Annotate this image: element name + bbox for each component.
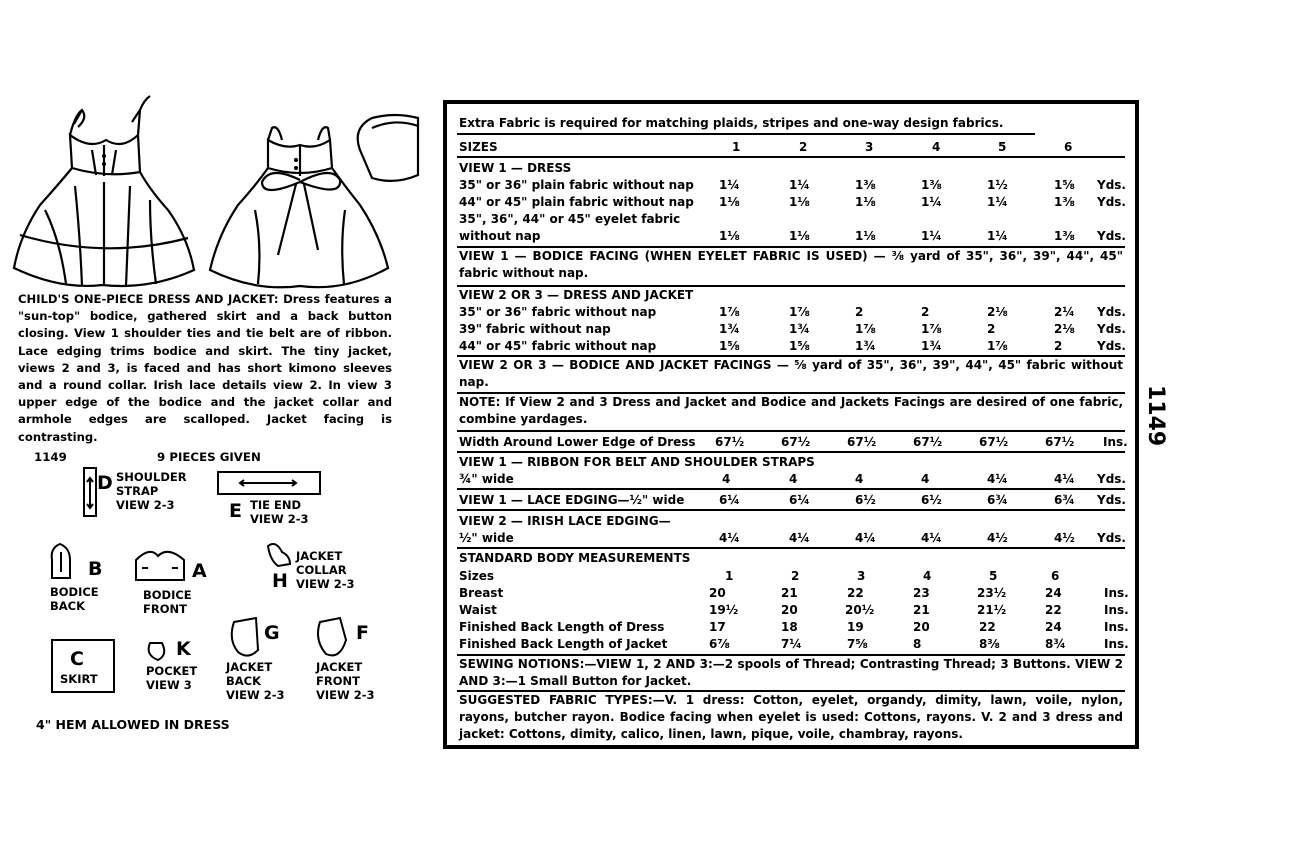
irish-title: VIEW 2 — IRISH LACE EDGING— [459, 514, 671, 528]
piece-c-label: SKIRT [60, 672, 98, 686]
bodice-facing-row: VIEW 1 — BODICE FACING (WHEN EYELET FABRIC IS USED) — ⅜ yard of 35", 36", 39", 44", 45" fabric without nap. [459, 249, 1123, 280]
combine-note: NOTE: If View 2 and 3 Dress and Jacket and Bodice and Jackets Facings are desired of one fabric, combine yardages. [459, 395, 1123, 426]
body-title: STANDARD BODY MEASUREMENTS [459, 551, 691, 565]
piece-b-letter: B [88, 558, 103, 580]
piece-e-label: TIE END VIEW 2-3 [250, 498, 309, 526]
piece-h-letter: H [272, 570, 288, 592]
yardage-chart: Extra Fabric is required for matching plaids, stripes and one-way design fabrics. SIZES 1 2 3 4 5 6 VIEW 1 — DRESS 35" or 36" plain fabric without nap 1¼ 1¼ 1⅜ 1⅜ 1½ 1⅝ Yds. 44" or 45" plain fabric without nap 1⅛ 1⅛ 1⅛ 1¼ 1¼ 1⅜ Yds. 35", 36", 44" or 45" eyelet fabric without nap 1⅛ 1⅛ 1⅛ 1¼ 1¼ 1⅜ Yds. VIEW 1 — BODICE FACING (WHEN EYELET FABRIC IS USED) — ⅜ yard of 35", 36", 39", 44", 45" fabric without nap. VIEW 2 OR 3 — DRESS AND JACKET 35" or 36" fabric without nap 1⅞ 1⅞ 2 2 2⅛ 2¼ Yds. 39" fabric without nap 1¾ 1¾ 1⅞ 1⅞ 2 2⅛ Yds. 44" or 45" fabric without nap 1⅝ 1⅝ 1¾ 1¾ 1⅞ 2 Yds. VIEW 2 OR 3 — BODICE AND JACKET FACINGS — ⅝ yard of 35", 36", 39", 44", 45" fabric without nap. NOTE: If View 2 and 3 Dress and Jacket and Bodice and Jackets Facings are desired of one fabric, combine yardages. Width Around Lower Edge of Dress 67½ 67½ 67½ 67½ 67½ 67½ Ins. VIEW 1 — RIBBON FOR BELT AND SHOULDER STRAPS ¾" wide 4 4 4 4 4¼ 4¼ Yds. VIEW 1 — LACE EDGING—½" wide 6¼ 6¼ 6½ 6½ 6¾ 6¾ Yds. VIEW 2 — IRISH LACE EDGING— ½" wide 4¼ 4¼ 4¼ 4¼ 4½ 4½ Yds. STANDARD BODY MEASUREMENTS Sizes 1 2 3 4 5 6 Breast 20 21 22 23 23½ 24 Ins. Waist 19½ 20 20½ 21 21½ 22 Ins. Finished Back Length of Dress 17 18 19 20 22 24 Ins. Finished Back Length of Jacket 6⅞ 7¼ 7⅝ 8 8⅜ 8¾ Ins. SEWING NOTIONS:—VIEW 1, 2 AND 3:—2 spools of Thread; Contrasting Thread; 3 Buttons. VIEW 2 AND 3:—1 Small Button for Jacket. SUGGESTED FABRIC TYPES:—V. 1 dress: Cotton, eyelet, organdy, dimity, lawn, voile, nylon, rayons, butcher rayon. Bodice facing when eyelet is used: Cottons, rayons. V. 2 and 3 dress and jacket: Cottons, dimity, calico, linen, lawn, pique, voile, chambray, rayons. [443, 100, 1139, 749]
jacket-facings-row: VIEW 2 OR 3 — BODICE AND JACKET FACINGS — ⅝ yard of 35", 36", 39", 44", 45" fabric without nap. [459, 358, 1123, 389]
piece-k-letter: K [176, 638, 191, 660]
view1-dress-title: VIEW 1 — DRESS [459, 161, 572, 175]
pattern-number: 1149 [34, 450, 67, 464]
piece-f-letter: F [356, 622, 369, 644]
sizes-label: SIZES [459, 140, 498, 154]
piece-d-letter: D [97, 472, 113, 494]
hem-note: 4" HEM ALLOWED IN DRESS [36, 717, 230, 732]
piece-e-letter: E [229, 500, 242, 522]
piece-g-letter: G [264, 622, 280, 644]
sewing-notions: SEWING NOTIONS:—VIEW 1, 2 AND 3:—2 spools of Thread; Contrasting Thread; 3 Buttons. VIEW 2 AND 3:—1 Small Button for Jacket. [459, 657, 1123, 688]
piece-c-letter: C [70, 648, 84, 670]
suggested-fabric-types: SUGGESTED FABRIC TYPES:—V. 1 dress: Cotton, eyelet, organdy, dimity, lawn, voile, nylon, rayons, butcher rayon. Bodice facing when eyelet is used: Cottons, rayons. V. 2 and 3 dress and jacket: Cottons, dimity, calico, linen, lawn, pique, voile, chambray, rayons. [459, 693, 1123, 741]
piece-g-label: JACKET BACK VIEW 2-3 [226, 660, 285, 702]
piece-d-label: SHOULDER STRAP VIEW 2-3 [116, 470, 187, 512]
extra-fabric-note: Extra Fabric is required for matching plaids, stripes and one-way design fabrics. [459, 116, 1004, 130]
view23-title: VIEW 2 OR 3 — DRESS AND JACKET [459, 288, 694, 302]
piece-f-label: JACKET FRONT VIEW 2-3 [316, 660, 375, 702]
ribbon-title: VIEW 1 — RIBBON FOR BELT AND SHOULDER STRAPS [459, 455, 815, 469]
piece-b-label: BODICE BACK [50, 585, 99, 613]
description-text: Dress features a "sun-top" bodice, gathered skirt and a back button closing. View 1 shoulder ties and tie belt are of ribbon. Lace edging trims bodice and skirt. The tiny jacket, views 2 and 3, is faced and has short kimono sleeves and a round collar. Irish lace details view 2. In view 3 upper edge of the bodice and the jacket collar and armhole edges are scalloped. Jacket facing is contrasting. [18, 292, 392, 444]
piece-h-label: JACKET COLLAR VIEW 2-3 [296, 549, 355, 591]
piece-a-label: BODICE FRONT [143, 588, 192, 616]
piece-a-letter: A [192, 560, 207, 582]
side-pattern-number: 1149 [1143, 385, 1168, 447]
piece-k-label: POCKET VIEW 3 [146, 664, 198, 692]
pieces-given: 9 PIECES GIVEN [157, 450, 261, 464]
description-title: CHILD'S ONE-PIECE DRESS AND JACKET: [18, 292, 279, 306]
